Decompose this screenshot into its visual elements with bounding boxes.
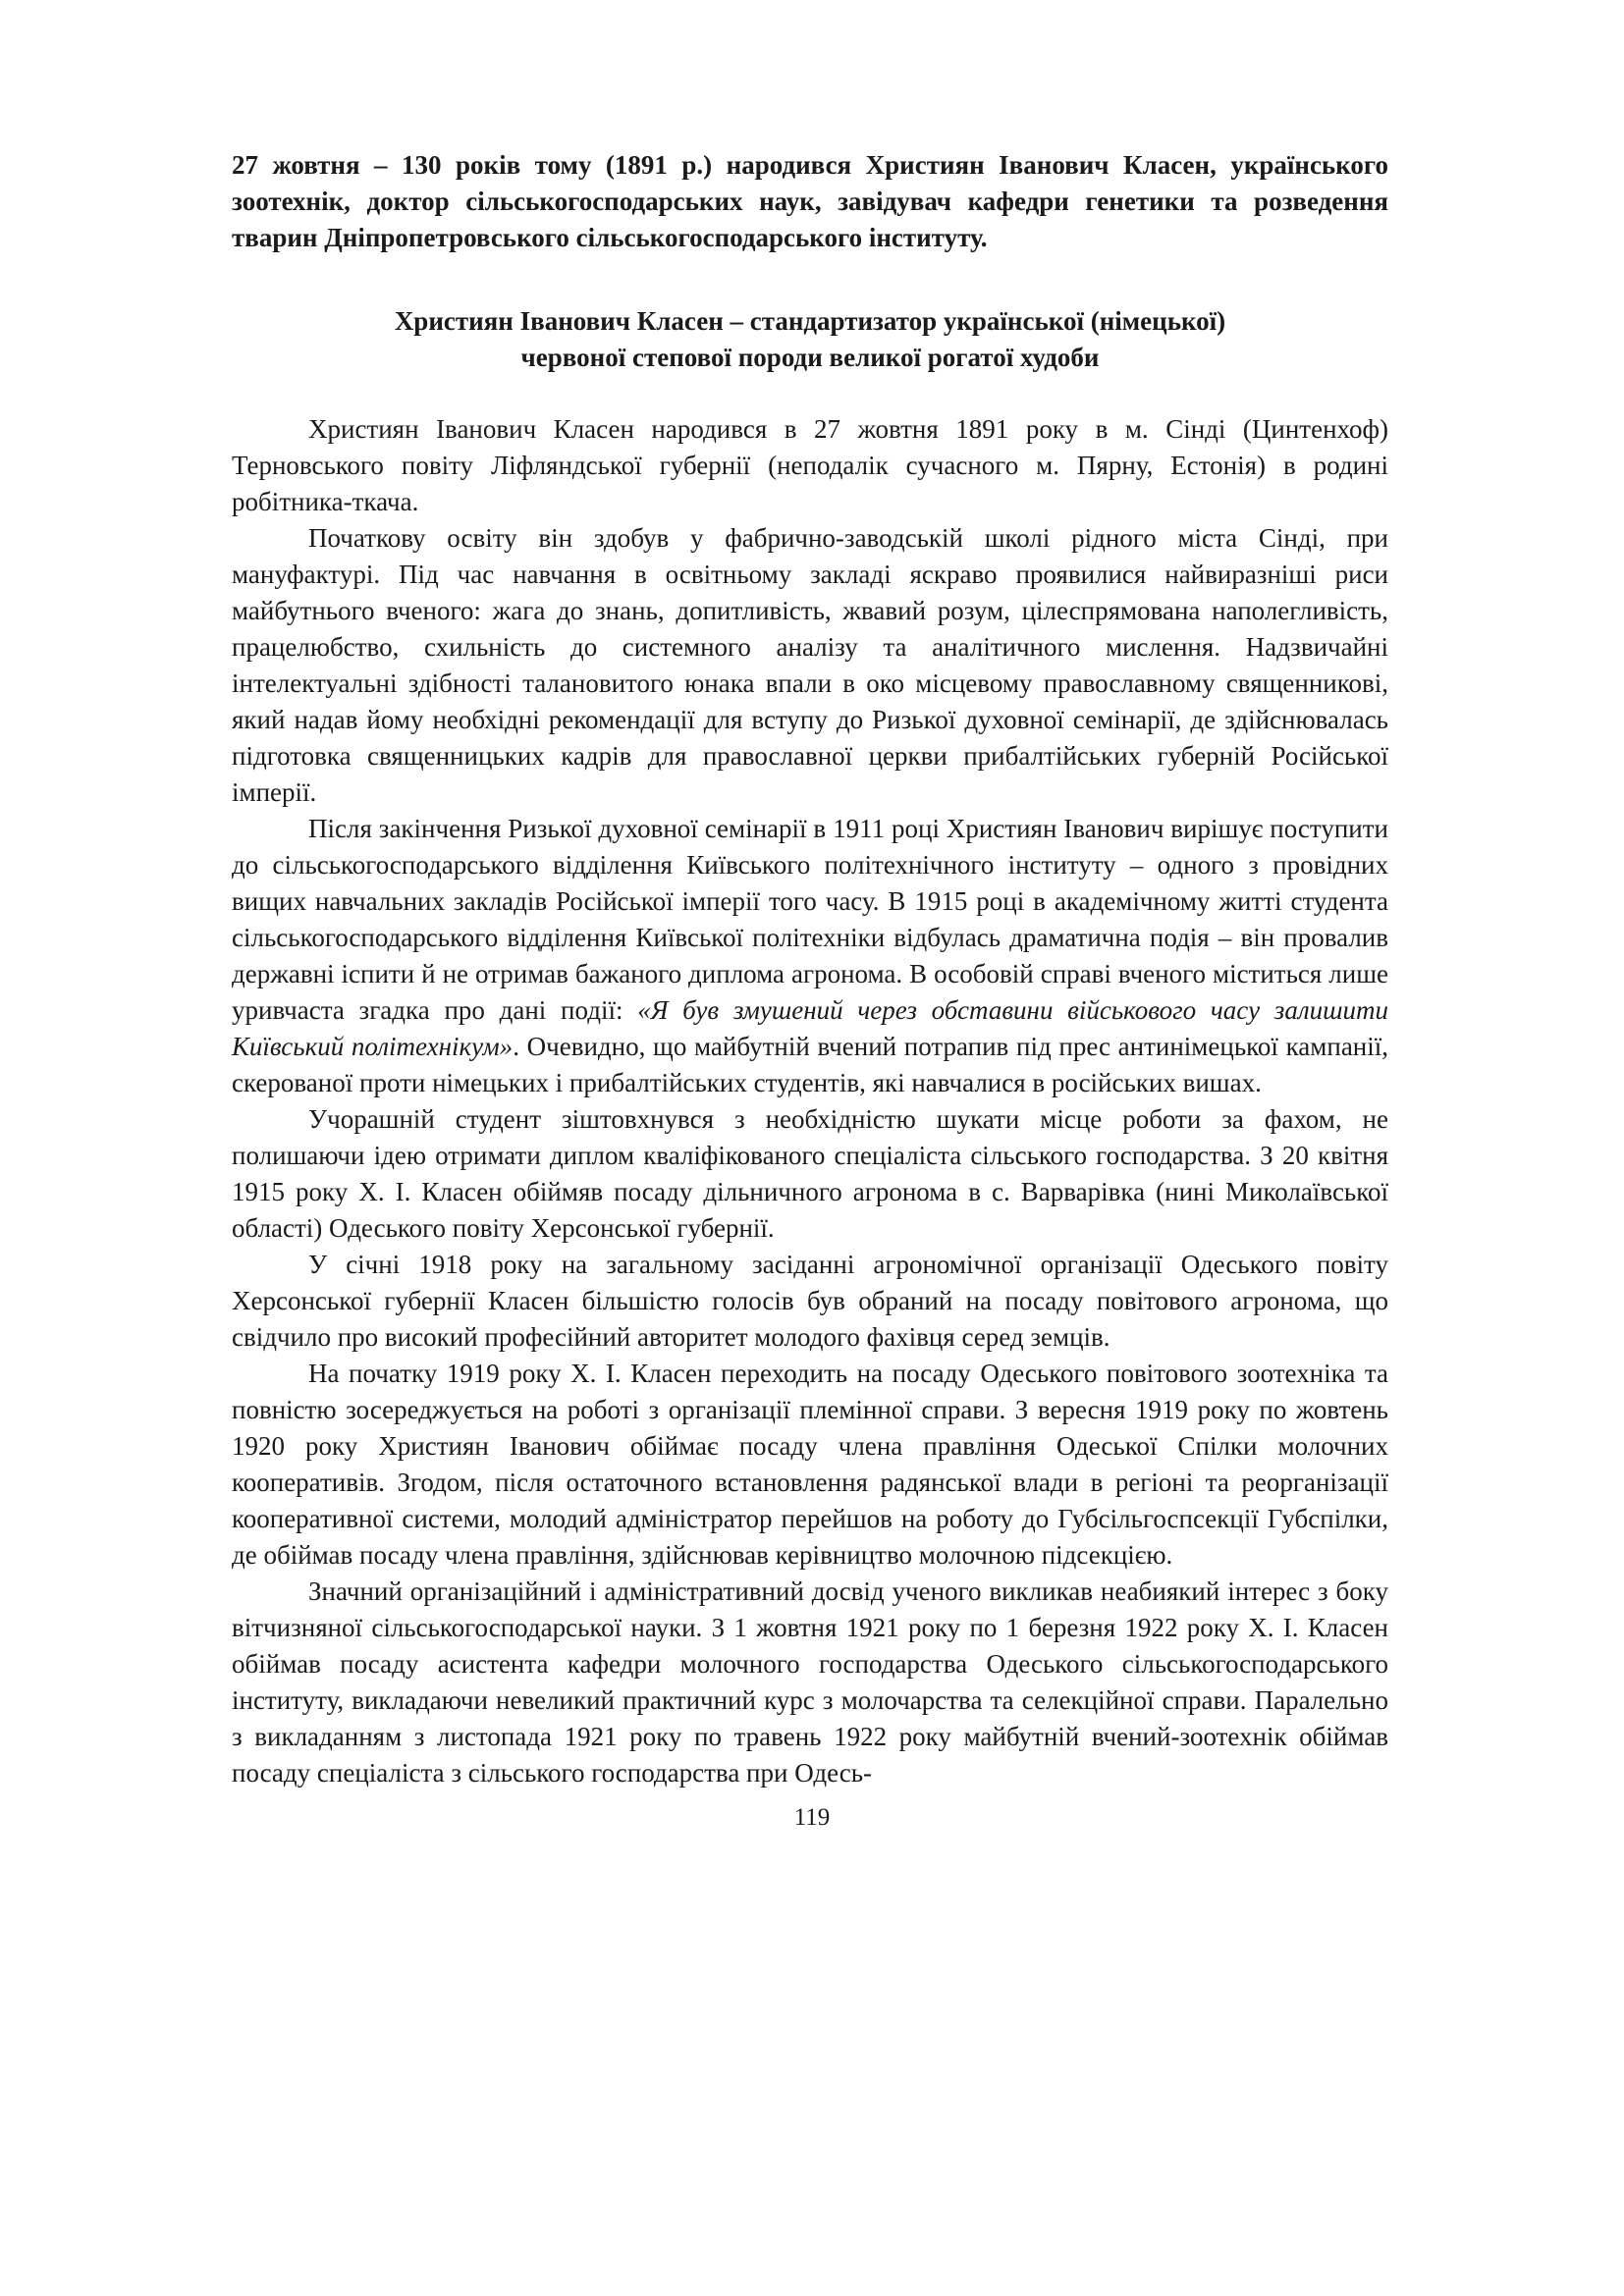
paragraph-institute: Значний організаційний і адміністративний досвід ученого викликав неабиякий інтерес з боку вітчизняної сільськогосподарської науки. З 1 жовтня 1921 року по 1 березня 1922 року Х. І. Класен обіймав посаду асистента кафедри молочного господарства Одеського сільськогосподарського інституту, викладаючи невеликий практичний курс з молочарства та селекційної справи. Паралельно з викладанням з листопада 1921 року по травень 1922 року майбутній вчений-зоотехнік обіймав посаду спеціаліста з сільського господарства при Одесь- [232,1576,1388,1788]
article-title-line-2: червоної степової породи великої рогатої худоби [520,343,1100,372]
paragraph-text: . Очевидно, що майбутній вчений потрапив під прес антинімецької кампанії, скерованої проти німецьких і прибалтійських студентів, які навчалися в російських вишах. [232,1032,1388,1097]
paragraph-agronomist: Учорашній студент зіштовхнувся з необхідністю шукати місце роботи за фахом, не полишаючи ідею отримати диплом кваліфікованого спеціаліста сільського господарства. З 20 квітня 1915 року Х. І. Класен обіймяв посаду дільничного агронома в с. Варварівка (нині Миколаївської області) Одеського повіту Херсонської губернії. [232,1104,1388,1243]
paragraph-birth: Християн Іванович Класен народився в 27 жовтня 1891 року в м. Сінді (Цинтенхоф) Терновського повіту Ліфляндської губернії (неподалік сучасного м. Пярну, Естонія) в родині робітника-ткача. [232,414,1388,516]
article-title [232,303,1388,376]
paragraph-education: Початкову освіту він здобув у фабрично-заводській школі рідного міста Сінді, при мануфактурі. Під час навчання в освітньому закладі яскраво проявилися найвиразніші риси майбутнього вченого: жага до знань, допитливість, жвавий розум, цілеспрямована наполегливість, працелюбство, схильність до системного аналізу та аналітичного мислення. Надзвичайні інтелектуальні здібності талановитого юнака впали в око місцевому православному священникові, який надав йому необхідні рекомендації для вступу до Ризької духовної семінарії, де здійснювалась підготовка священницьких кадрів для православної церкви прибалтійських губерній Російської імперії. [232,523,1388,807]
paragraph-zootechnician: На початку 1919 року Х. І. Класен переходить на посаду Одеського повітового зоотехніка та повністю зосереджується на роботі з організації племінної справи. З вересня 1919 року по жовтень 1920 року Християн Іванович обіймає посаду члена правління Одеської Спілки молочних кооперативів. Згодом, після остаточного встановлення радянської влади в регіоні та реорганізації кооперативної системи, молодий адміністратор перейшов на роботу до Губсільгоспсекції Губспілки, де обіймав посаду члена правління, здійснював керівництво молочною підсекцією. [232,1359,1388,1570]
article-title-line-1: Християн Іванович Класен – стандартизатор української (німецької) [394,306,1226,336]
paragraph-kyiv-polytechnic [232,811,1388,1101]
article-body [232,411,1388,1791]
intro-paragraph: 27 жовтня – 130 років тому (1891 р.) народився Християн Іванович Класен, українського зоотехнік, доктор сільськогосподарських наук, завідувач кафедри генетики та розведення тварин Дніпропетровського сільськогосподарського інституту. [232,150,1388,252]
archival-quote: «Я був змушений через обставини військового часу залишити Київський політехнікум» [232,995,1388,1061]
paragraph-text: Після закінчення Ризької духовної семінарії в 1911 році Християн Іванович вирішує поступити до сільськогосподарського відділення Київського політехнічного інституту – одного з провідних вищих навчальних закладів Російської імперії того часу. В 1915 році в академічному житті студента сільськогосподарського відділення Київської політехніки відбулась драматична подія – він провалив державні іспити й не отримав бажаного диплома агронома. В особовій справі вченого міститься лише уривчаста згадка про дані події: [232,814,1388,1025]
paragraph-county-agronomist: У січні 1918 року на загальному засіданні агрономічної організації Одеського повіту Херсонської губернії Класен більшістю голосів був обраний на посаду повітового агронома, що свідчило про високий професійний авторитет молодого фахівця серед земців. [232,1250,1388,1352]
page-number: 119 [793,1804,831,1831]
document-page [232,147,1388,1791]
